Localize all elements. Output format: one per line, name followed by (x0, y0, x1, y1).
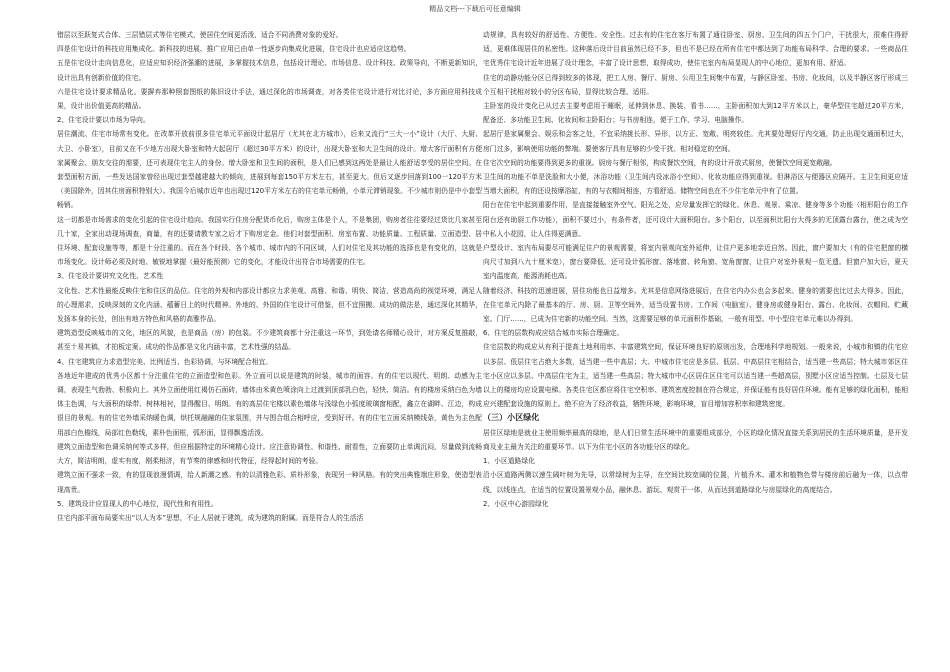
paragraph: 建筑造型反映城市的文化，地区的风貌，也是商品（房）的包装。不少建筑商都十分注重这一环节，到处请名师精心设计，对方案反复推敲，甚至十易其稿，才拍板定案。成功的作品都是文化内涵丰富，艺术性强的结晶。 (57, 329, 482, 352)
paragraph: 卫生间的功能不单是洗脸和大小便，沐浴功能（卫生间内设冰浴小空间）、化妆功能应得到重视。但淋浴区与便器区应隔开。主卫生间更应适当增大面积，有的还设按摩浴缸，有的与衣帽间相连，方看舒适。储物空间也在不少住宅单元中有了位置。 (483, 173, 908, 196)
section-heading: 1、小区道路绿化 (483, 457, 535, 466)
paragraph: 随着经济、科技的迅速进展，居住功能也日益增多。尤其是信息网络进展后，在住宅内办公也会多起来。健身的需要也比过去大得多。因此，在住宅单元内除了最基本的厅、房、厨、卫等空间外，适当设置书房、工作间（电脑室）、健身房或健身阳台、露台、化妆间、衣帽间、贮藏室、门厅……，已成为住宅新的功能空间。当然，这需要足够的单元面积作基础，一般有用型、中小型住宅单元难以办得到。 (483, 286, 908, 324)
section-title: （三）小区绿化 (483, 413, 540, 423)
section-heading: 3、住宅设计要讲究文化性、艺术性 (57, 272, 164, 281)
paragraph: 主卧室的设计变化已从过去主要考虑用于睡眠，延伸到休息、换装、看书……，主卧面积加大到12平方米以上，豪华型住宅超过20平方米，配备还、多功能卫生间、化妆间和主卧阳台；与书房相连，便于工作、学习、电脑操作。 (483, 102, 908, 125)
paragraph: 错层以至跃复式合体、三层错层式等住宅模式，使居住空间更活泼，适合不同消费对象的爱好。 (57, 31, 343, 39)
paragraph: 阳台在住宅中起到重要作用，是直接接触室外空气、阳光之处，应尽量发挥它的绿化、休息、观景、乘凉、健身等多个功能（相形阳台的工作阳台还有助厨工作功能），面积不要过小，有条件者，还可设计大面积阳台。多个阳台，以至面积比阳台大得多的无顶露台露台，使之成为空中私人小花园，让人住得更满意。 (483, 201, 908, 238)
left-column (57, 28, 482, 525)
right-column (483, 28, 908, 511)
page-header: 精品文档---下载后可任意编辑 (429, 5, 521, 13)
section-heading: 5、建筑设计应显现人的中心地位，现代性和有用性。 (57, 499, 218, 508)
paragraph: 居住区绿地是就业主使用频率最高的绿地，是人们日常生活环境中的重要组成部分，小区的绿化情况直接关系到居民的生活环境质量，是开发商及业主最为关注的重要环节。以下为住宅小区的各功能分区的绿化。 (483, 428, 908, 451)
paragraph: 居住潮流、住宅市场常有变化。在改革开放前很多住宅单元平面设计起居厅（尤其在北方城市），后来又流行“三大一小”设计（大厅、大厨、大卫、小卧室），目前又在不少地方出现大卧室和特大起居厅（超过30平方米）的设计，出现大卧室和大卫生间的设计。增大客厅面积有方便家属聚会、朋友交往的需要，还可表现住宅主人的身份。增大卧室和卫生间的面积，是人们已感到这两处是最让人能舒适享受的居住空间。在套型面积方面，一些发达国家曾经出现过套型越建越大的倾向，进展到每套150平方米左右，甚至更大。但后又逐步回落到100一120平方米（美国除外，因其住房面积特别大）。我国今后城市近年也出现过120平方米左右的住宅单元畅销，小单元滞销现象。不少城市则仍是中小套型畅销。 (57, 130, 482, 210)
paragraph: 文化性、艺术性最能反映住宅和住区的品位。住宅的外观和内部设计都应力求美观、高雅、和谐、明快、简洁，营造高尚的视觉环境，满足人的心理需求，反映深刻的文化内涵、蕴蓄日上的时代精神。外地的、外国的住宅设计可借鉴，但不宜照搬。成功的做法是，通过深化其精华，发扬本身的长处，创出有地方特色和风格的高雅作品。 (57, 286, 482, 324)
paragraph: 住宅内部平面布局要实出“以人为本”思想，不止人居就于建筑，成为建筑的附属。而是符合人的生活活 (57, 513, 364, 522)
paragraph: 各地近年建成的优秀小区都十分注重住宅的立面造型和色彩。外立面可以说是建筑的时装，城市的面容。有的住宅以现代、明朗、动感为主调，表现生气勃勃、积极向上。其外立面使用红褐仿石面砖，墙体由米黄色喷涂向上过渡到顶部乳白色，轻快、简洁。有的楼房采纳白色为墙体主色调，与大面积的绿带、树林相衬，显得醒目、明朗。有的高层住宅楼以素色墙体与浅绿色小弧度玻璃窗相配，鑫立在湖畔、江边，构成很目的景观。有的住宅外墙采纳暖色调，烘托规融融的住家氛围，并与围合组合相呼应，受到好评。有的住宅立面采纳模线条，黄色为主色配用部白色檐线，局部红色勒线，素朴色面框，弧形面，显得飘逸活泼。 (57, 371, 482, 437)
paragraph: 建筑立面不强求一致，有的显现浪漫情调，给人新潮之感。有的以清雅色彩、质朴形象，表现另一种风格。有的突出典雅端庄形象，使造型表现高贵。 (57, 471, 482, 494)
section-heading: 2、小区中心游园绿化 (483, 499, 549, 508)
paragraph: 住宅次空间的功能要得到更多的重视。厨房与餐厅相邻，构成餐饮空间，有的设计开放式厨房，使餐饮空间更宽敞融。 (483, 158, 837, 167)
paragraph: 建筑立面造型和色调采纳何等式多样，但应根据特定的环境精心设计。应注意协调性、和谐性、耐看性，立面要防止单调沉闷，尽量做到流畅大方，简洁明朗，虚实有度，刚柔相济，有节奏的律感和时代特征，经得起时间的考验。 (57, 442, 482, 466)
paragraph: 四是住宅设计的科技应用集成化。新科技的进展、推广应用已由单一性逐步向集成化进展，住宅设计也应适应这趋势。 (57, 45, 411, 54)
paragraph: 六是住宅设计要求精品化。要摒弃那种照套图纸的陈旧设计手法，通过深化的市场调查，对各类住宅设计进行对比讨论，多方面应用科技成果，设计出价值更高的精品。 (57, 87, 482, 111)
paragraph: 住宅层数的构成应从有利于提高土地利用率、丰富建筑空间，保证环境良好的原则出发，合理地科学地规划。一般来说，小城市和镇的住宅应以多层、低层住宅占绝大多数，适当建一些中高层；大、中城市住宅应是多层、低层、中高层住宅相结合，适当建一些高层；特大城市郊区住宅小区应以多层、中高层住宅为主，适当建一些高层；特大城市中心区居住区住宅可以适当建一些超高层，别墅小区应适当控制。七层及七层以上的楼房均应设置电梯。各类住宅区都应将住宅空积率、建筑密度控制在符合规定，并保证能有良好居住环境。能有足够的绿化面积，能相应兴建配套设施的原则上。绝不应为了经济收益，牺牲环境，影响环境，盲目增加容积率和建筑密度。 (483, 343, 908, 409)
paragraph: 户型设计、室内布局要尽可能满足住户的景观需要，将室内景观向室外延伸，让住户更多地亲近自然。因此，窗户要加大（有的住宅把窗的横向尺寸加到八九十厘米宽），窗台要降低，还可设计弧形窗、落地窗、转角窗、宽角窗窗，让住户对室外景观一览无遗。但窗户加大后，夏天室内温度高，能源消耗也高。 (483, 244, 908, 281)
paragraph: 五是住宅设计走向信息化，应适应知识经济强潮的进展，多掌握技术信息，包括设计理论、市场信息、设计科技、政策导向，不断更新知识，设计出具有创新价值的住宅。 (57, 59, 482, 82)
section-heading: 2、住宅设计要以市场为导向。 (57, 116, 150, 125)
paragraph: 起居厅是家属聚会、娱乐和会客之处，不宜采纳挑长形、异形，以方正、宽敞、明亮较佳。尤其要处理好厅内交通，防止出现交通面积过大，房门过多，影响使用功能的弊端。要使客厅具有足够的少受干扰、相对稳定的空间。 (483, 130, 908, 153)
section-heading: 6、住宅的层数构成应结合城市实际合理确定。 (483, 329, 624, 338)
paragraph: 这一切都是市场需求的变化引起的住宅设计趋向。我国实行住房分配货币化后，购房主体是个人，不是集团，购房者往往要经过货比几家甚至几十家，全家出动现场调查，商量，有的还要请教专家之后才下购房定金。他们对套型面积、房室布置、功能质量、工程质量、立面造型、居住环境、配套设施等等，都是十分注重的。而在各个时段、各个城市、城市内的不同区域，人们对住宅及其功能的选择也是有变化的，这就是市场变化。设计师必须及时地、敏锐地掌握（最好能预测）它的变化，才能设计出符合市场需要的住宅。 (57, 215, 482, 267)
paragraph: 沿小区道路两侧以速生阔叶树为先导，以常绿树为主导，在空间比较宽阔的位置，片植乔木、灌木和植物色带与楼房前后融为一体，以点带线，以线连点，在适当的位置设置景观小品，融休息、游玩、观赏于一体，从而达到道路绿化与房屋绿化的高度结合。 (483, 471, 908, 494)
paragraph: 动规律，具有较好的舒适性、方便性、安全性。过去有的住宅在客厅布置了通往卧室、厨房、卫生间的四五个门户，干扰很大，很难住得舒适，更难体现居住的私密性。这种落后设计目前虽然已经不多，但也不是已经在所有住宅中都达到了功能布局科学、合理的要求。一些商品住宅优秀住宅设计近年进展了设计理念，丰富了设计思想，取得成功，使住宅室内布局显现人的中心地位，更加有用、舒适。 (483, 31, 908, 68)
paragraph: 住宅的动静功能分区已得到较多的体现，把工人房、餐厅、厨房、公用卫生间集中布置，与静区卧室、书房、化妆间，以及半静区客厅形成三个互相干扰相对较小的分区布局，显得比较合理、适用。 (483, 73, 908, 96)
section-heading: 4、住宅建筑应力求造型完美、比例适当、色彩协调，与环境配合相宜。 (57, 357, 273, 366)
